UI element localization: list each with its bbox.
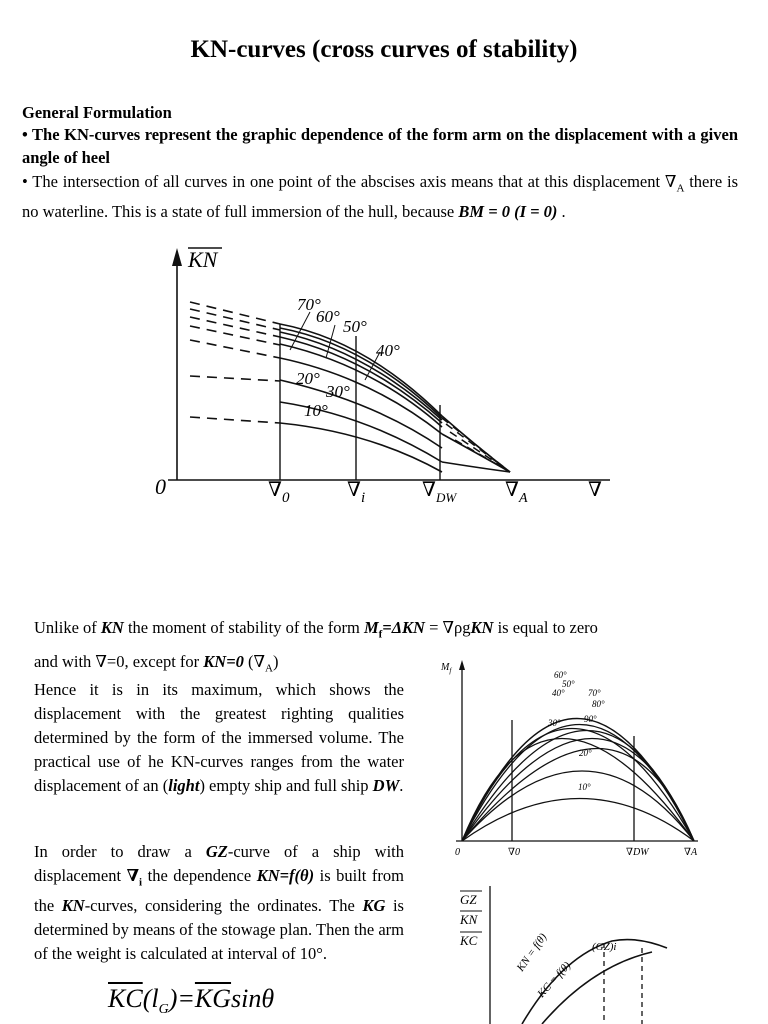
kn-x-label-v: ∇ [588,479,602,501]
moment-curves-figure [436,656,706,866]
formula-kc: $\overline{KC}(l_G)=\overline{KG}\sin\theta$ [108,984,275,1018]
angle-60: 60° [316,307,340,326]
kn-origin: 0 [155,474,166,499]
angle-30: 30° [326,382,350,401]
gz-construction-figure [452,886,752,1024]
kn-x-label-a: $\nabla_A$ [505,479,528,506]
kn-f-theta-label: KN = f(θ) [514,931,550,974]
mf-y-label: $M_f$ [441,662,452,675]
section-heading: General Formulation [22,103,172,122]
mf-angle-40: 40° [552,688,565,698]
mf-angle-50: 50° [562,679,575,689]
mf-y-arrow-icon [459,660,465,670]
bullet-1: • The KN-curves represent the graphic dependence of the form arm on the displacement with a given angle of heel [22,125,738,167]
angle-50: 50° [343,317,367,336]
bullet-2: • The intersection of all curves in one point of the abscises axis means that at this displacement $\nabla_A$ there is no waterline. This is a state of full immersion of the hull, because BM = 0 (I = 0) . [22,172,739,222]
mf-angle-20: 20° [579,748,592,758]
page-title: KN-curves (cross curves of stability) [190,36,578,63]
mf-origin: 0 [455,847,460,858]
angle-10: 10° [304,401,328,420]
gz-i-label: (GZ)i [592,941,617,953]
kn-x-label-dw: $\nabla_{DW}$ [422,479,457,505]
paragraph-maximum: Hence it is in its maximum, which shows the displacement with the greatest righting qualities determined by the form of the immersed volume. The practical use of he KN-curves ranges from the water displacement of an (light) empty ship and full ship DW. [34,680,404,795]
angle-40: 40° [376,341,400,360]
kn-y-label: KN [188,247,218,272]
mf-x-label-dw: ∇DW [626,847,649,858]
kn-x-label-0: $\nabla_0$ [268,479,290,506]
paragraph-gz-curve: In order to draw a GZ-curve of a ship with displacement $\nabla_i$ the dependence KN=f(θ) is built from the KN-curves, considering the ordinates. The KG is determined by means of the stowage plan. Then the arm of the weight is calculated at interval of 10°. [34,842,404,964]
mf-x-label-0: ∇0 [508,847,520,858]
kn-x-label-i: $\nabla_i$ [347,479,366,506]
mf-angle-90: 90° [584,714,597,724]
mf-angle-80: 80° [592,699,605,709]
gz-label: GZ [460,892,477,907]
mf-x-label-a: ∇A [684,847,698,858]
kn-label: KN [460,912,478,927]
angle-20: 20° [296,369,320,388]
mf-angle-30: 30° [548,718,561,728]
paragraph-moment: Unlike of KN the moment of stability of the form $M_f=\Delta KN = \nabla\rho gKN$ is equal to zero and with ∇=0, except for KN=0 $(\nabla_A)$ [34,618,598,675]
kc-label: KC [460,933,478,948]
kn-curves-figure [150,240,620,515]
formula-bm: BM = 0 (I = 0) [458,202,558,222]
kc-f-theta-label: KC = f(θ) [535,959,574,1001]
mf-angle-10: 10° [578,782,591,792]
mf-angle-70: 70° [588,688,601,698]
mf-angle-60: 60° [554,670,567,680]
kn-y-arrow-icon [172,248,182,266]
angle-70: 70° [297,295,321,314]
